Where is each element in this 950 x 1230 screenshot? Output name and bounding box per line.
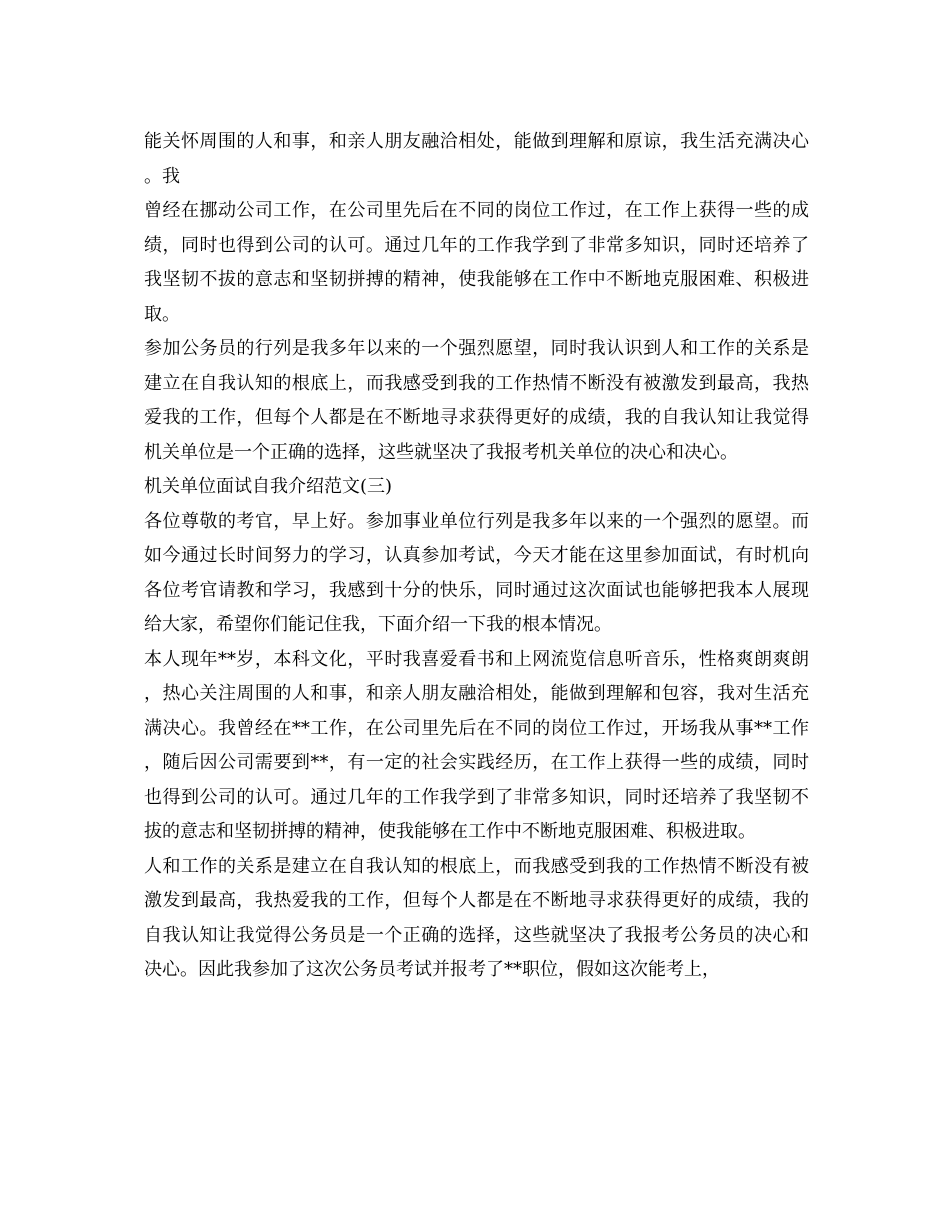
- document-page: [144, 125, 809, 988]
- paragraph-personal-background: 本人现年**岁，本科文化，平时我喜爱看书和上网流览信息听音乐，性格爽朗爽朗，热心关注周围的人和事，和亲人朋友融洽相处，能做到理解和包容，我对生活充满决心。我曾经在**工作，在公司里先后在不同的岗位工作过，开场我从事**工作，随后因公司需要到**，有一定的社会实践经历，在工作上获得一些的成绩，同时也得到公司的认可。通过几年的工作我学到了非常多知识，同时还培养了我坚韧不拔的意志和坚韧拼搏的精神，使我能够在工作中不断地克服困难、积极进取。: [144, 648, 809, 842]
- section-heading: 机关单位面试自我介绍范文(三): [144, 476, 393, 497]
- paragraph-greeting: 各位尊敬的考官，早上好。参加事业单位行列是我多年以来的一个强烈的愿望。而如今通过长时间努力的学习，认真参加考试，今天才能在这里参加面试，有时机向各位考官请教和学习，我感到十分的快乐，同时通过这次面试也能够把我本人展现给大家，希望你们能记住我，下面介绍一下我的根本情况。: [144, 510, 809, 635]
- paragraph-intro-continued: 能关怀周围的人和事，和亲人朋友融洽相处，能做到理解和原谅，我生活充满决心。我: [144, 131, 809, 187]
- paragraph-motivation: 人和工作的关系是建立在自我认知的根底上，而我感受到我的工作热情不断没有被激发到最高，我热爱我的工作，但每个人都是在不断地寻求获得更好的成绩，我的自我认知让我觉得公务员是一个正确的选择，这些就坚决了我报考公务员的决心和决心。因此我参加了这次公务员考试并报考了**职位，假如这次能考上，: [144, 855, 809, 980]
- paragraph-civil-service-aspiration: 参加公务员的行列是我多年以来的一个强烈愿望，同时我认识到人和工作的关系是建立在自我认知的根底上，而我感受到我的工作热情不断没有被激发到最高，我热爱我的工作，但每个人都是在不断地寻求获得更好的成绩，我的自我认知让我觉得机关单位是一个正确的选择，这些就坚决了我报考机关单位的决心和决心。: [144, 338, 809, 463]
- paragraph-work-experience: 曾经在挪动公司工作，在公司里先后在不同的岗位工作过，在工作上获得一些的成绩，同时也得到公司的认可。通过几年的工作我学到了非常多知识，同时还培养了我坚韧不拔的意志和坚韧拼搏的精神，使我能够在工作中不断地克服困难、积极进取。: [144, 200, 809, 325]
